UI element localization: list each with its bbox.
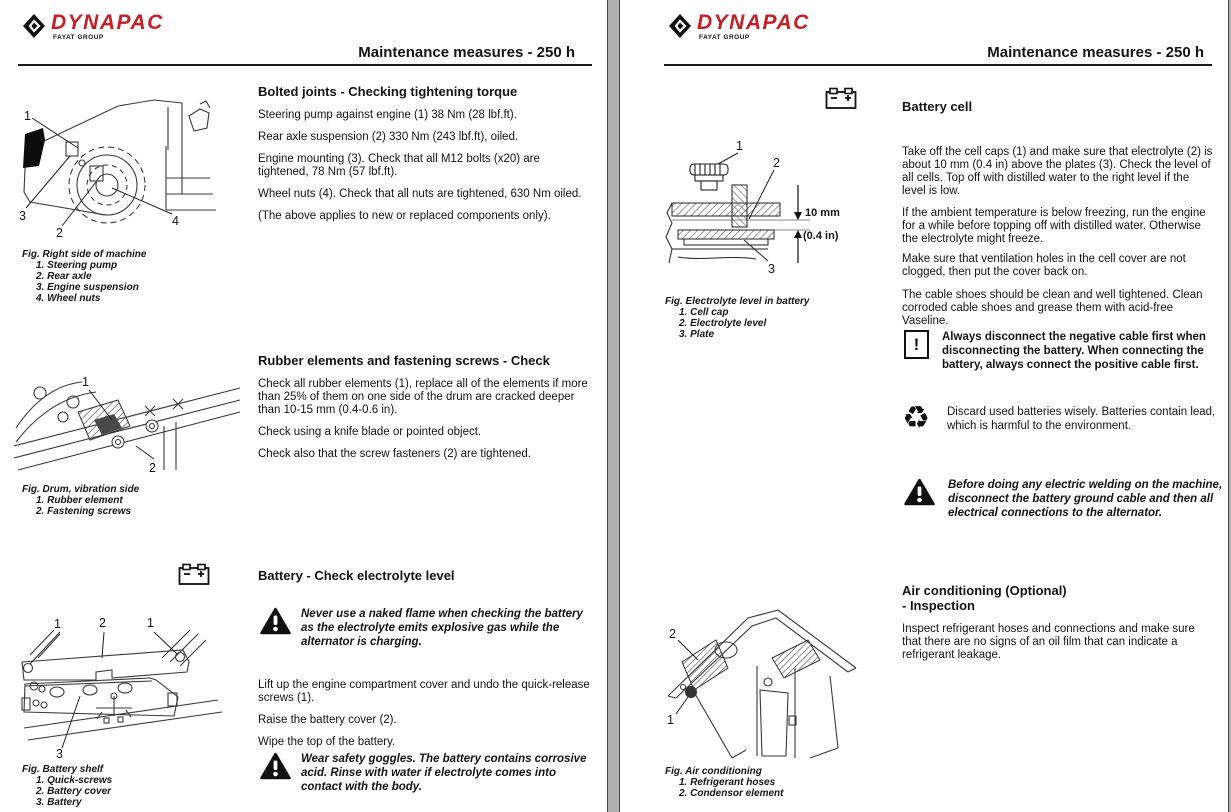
figure-air-conditioning bbox=[660, 598, 890, 760]
recycle-notice bbox=[898, 400, 1228, 436]
page-gap-divider bbox=[607, 0, 620, 812]
note-text: Always disconnect the negative cable first when disconnecting the battery. When connecting the battery, always connect the positive cable first. bbox=[942, 331, 1206, 371]
section-heading: Rubber elements and fastening screws - Check bbox=[258, 353, 550, 368]
callout-4: 4 bbox=[172, 214, 179, 228]
dynapac-diamond-icon bbox=[22, 13, 46, 39]
figure-drum-vibration-side bbox=[14, 366, 242, 474]
warning-triangle-icon bbox=[260, 607, 291, 635]
section-heading: Battery - Check electrolyte level bbox=[258, 568, 455, 583]
figure-caption-electrolyte: Fig. Electrolyte level in battery 1. Cell cap 2. Electrolyte level 3. Plate bbox=[665, 296, 810, 340]
logo-subtext: FAYAT GROUP bbox=[699, 34, 750, 41]
figure-caption-battery-shelf: Fig. Battery shelf 1. Quick-screws 2. Battery cover 3. Battery bbox=[22, 764, 113, 808]
page-left bbox=[0, 0, 607, 812]
paragraph: Check also that the screw fasteners (2) are tightened. bbox=[258, 448, 531, 460]
page-right bbox=[620, 0, 1228, 812]
paragraph: Wipe the top of the battery. bbox=[258, 736, 396, 748]
figure-right-side-of-machine bbox=[14, 86, 246, 244]
paragraph: Make sure that ventilation holes in the cell cover are not clogged, then put the cover back on. bbox=[902, 253, 1186, 278]
figure-caption-aircon: Fig. Air conditioning 1. Refrigerant hoses 2. Condensor element bbox=[665, 766, 784, 799]
paragraph: Engine mounting (3). Check that all M12 bolts (x20) are tightened, 78 Nm (57 lbf.ft). bbox=[258, 153, 540, 178]
callout-3: 3 bbox=[19, 209, 26, 223]
battery-icon bbox=[825, 86, 857, 110]
paragraph: Lift up the engine compartment cover and undo the quick-release screws (1). bbox=[258, 679, 590, 704]
paragraph: (The above applies to new or replaced components only). bbox=[258, 210, 551, 222]
page-title: Maintenance measures - 250 h bbox=[987, 44, 1204, 61]
figure-caption-machine: Fig. Right side of machine 1. Steering pump 2. Rear axle 3. Engine suspension 4. Wheel nuts bbox=[22, 249, 147, 304]
callout-3: 3 bbox=[56, 747, 63, 758]
note-disconnect-cable bbox=[904, 330, 1224, 372]
page-title: Maintenance measures - 250 h bbox=[358, 44, 575, 61]
callout-3: 3 bbox=[768, 262, 775, 276]
header-rule bbox=[18, 64, 592, 66]
dynapac-logo bbox=[22, 13, 164, 41]
paragraph: Check all rubber elements (1), replace all of the elements if more than 25% of them on one side of the drum are cracked deeper than 10-15 mm (0.4-0.6 in). bbox=[258, 378, 588, 416]
callout-1: 1 bbox=[54, 617, 61, 631]
paragraph: The cable shoes should be clean and well tightened. Clean corroded cable shoes and grease them with acid-free Vaseline. bbox=[902, 289, 1203, 327]
figure-battery-shelf bbox=[14, 600, 244, 758]
callout-1: 1 bbox=[82, 375, 89, 389]
logo-subtext: FAYAT GROUP bbox=[53, 34, 104, 41]
paragraph: Inspect refrigerant hoses and connections and make sure that there are no signs of an oil film that can indicate a refrigerant leakage. bbox=[902, 623, 1195, 661]
section-rubber-elements bbox=[258, 353, 590, 470]
figure-caption-drum: Fig. Drum, vibration side 1. Rubber element 2. Fastening screws bbox=[22, 484, 140, 517]
dynapac-diamond-icon bbox=[668, 13, 692, 39]
dimension-04in: (0.4 in) bbox=[803, 230, 839, 242]
section-bolted-joints bbox=[258, 84, 590, 232]
logo-wordmark: DYNAPAC bbox=[697, 11, 810, 34]
recycle-text: Discard used batteries wisely. Batteries contain lead, which is harmful to the environment. bbox=[947, 406, 1216, 432]
section-heading: Bolted joints - Checking tightening torque bbox=[258, 84, 518, 99]
callout-1: 1 bbox=[24, 109, 31, 123]
figure-electrolyte-level bbox=[660, 133, 865, 293]
callout-1: 1 bbox=[667, 713, 674, 727]
callout-1b: 1 bbox=[147, 616, 154, 630]
warning-naked-flame bbox=[260, 607, 590, 649]
dimension-10mm: 10 mm bbox=[805, 207, 840, 219]
paragraph: Steering pump against engine (1) 38 Nm (28 lbf.ft). bbox=[258, 109, 517, 121]
battery-icon bbox=[178, 562, 210, 586]
note-exclamation-icon: ! bbox=[904, 330, 929, 359]
paragraph: Raise the battery cover (2). bbox=[258, 714, 397, 726]
paragraph: Rear axle suspension (2) 330 Nm (243 lbf.ft), oiled. bbox=[258, 131, 519, 143]
paragraph: Wheel nuts (4). Check that all nuts are tightened, 630 Nm oiled. bbox=[258, 188, 582, 200]
warning-electric-welding bbox=[904, 478, 1228, 520]
section-heading-line1: Air conditioning (Optional) bbox=[902, 583, 1067, 598]
section-heading-battery-cell: Battery cell bbox=[902, 99, 973, 114]
callout-2: 2 bbox=[149, 461, 156, 474]
paragraph: Take off the cell caps (1) and make sure that electrolyte (2) is about 10 mm (0.4 in) above the plates (3). Check the level of all cells. Top off with distilled water to the right level if the level is low. bbox=[902, 146, 1213, 197]
recycle-icon: ♻ bbox=[902, 400, 930, 436]
paragraph: Check using a knife blade or pointed object. bbox=[258, 426, 482, 438]
section-battery-check bbox=[258, 568, 590, 794]
callout-2: 2 bbox=[56, 226, 63, 240]
callout-2: 2 bbox=[669, 627, 676, 641]
logo-wordmark: DYNAPAC bbox=[51, 11, 164, 34]
warning-triangle-icon bbox=[904, 478, 935, 506]
warning-text: Wear safety goggles. The battery contains corrosive acid. Rinse with water if electrolyte comes into contact with the body. bbox=[301, 753, 587, 793]
header-rule bbox=[664, 64, 1212, 66]
section-heading-line2: - Inspection bbox=[902, 598, 975, 613]
warning-safety-goggles bbox=[260, 752, 590, 794]
paragraph: If the ambient temperature is below freezing, run the engine for a while before topping off with distilled water. Otherwise the electrolyte might freeze. bbox=[902, 207, 1206, 245]
callout-1: 1 bbox=[736, 139, 743, 153]
warning-triangle-icon bbox=[260, 752, 291, 780]
dynapac-logo bbox=[668, 13, 810, 41]
callout-2: 2 bbox=[99, 616, 106, 630]
callout-2: 2 bbox=[773, 156, 780, 170]
warning-text: Before doing any electric welding on the machine, disconnect the battery ground cable and then all electrical connections to the alternator. bbox=[948, 479, 1223, 519]
warning-text: Never use a naked flame when checking the battery as the electrolyte emits explosive gas while the alternator is charging. bbox=[301, 608, 583, 648]
section-air-conditioning bbox=[902, 583, 1214, 671]
